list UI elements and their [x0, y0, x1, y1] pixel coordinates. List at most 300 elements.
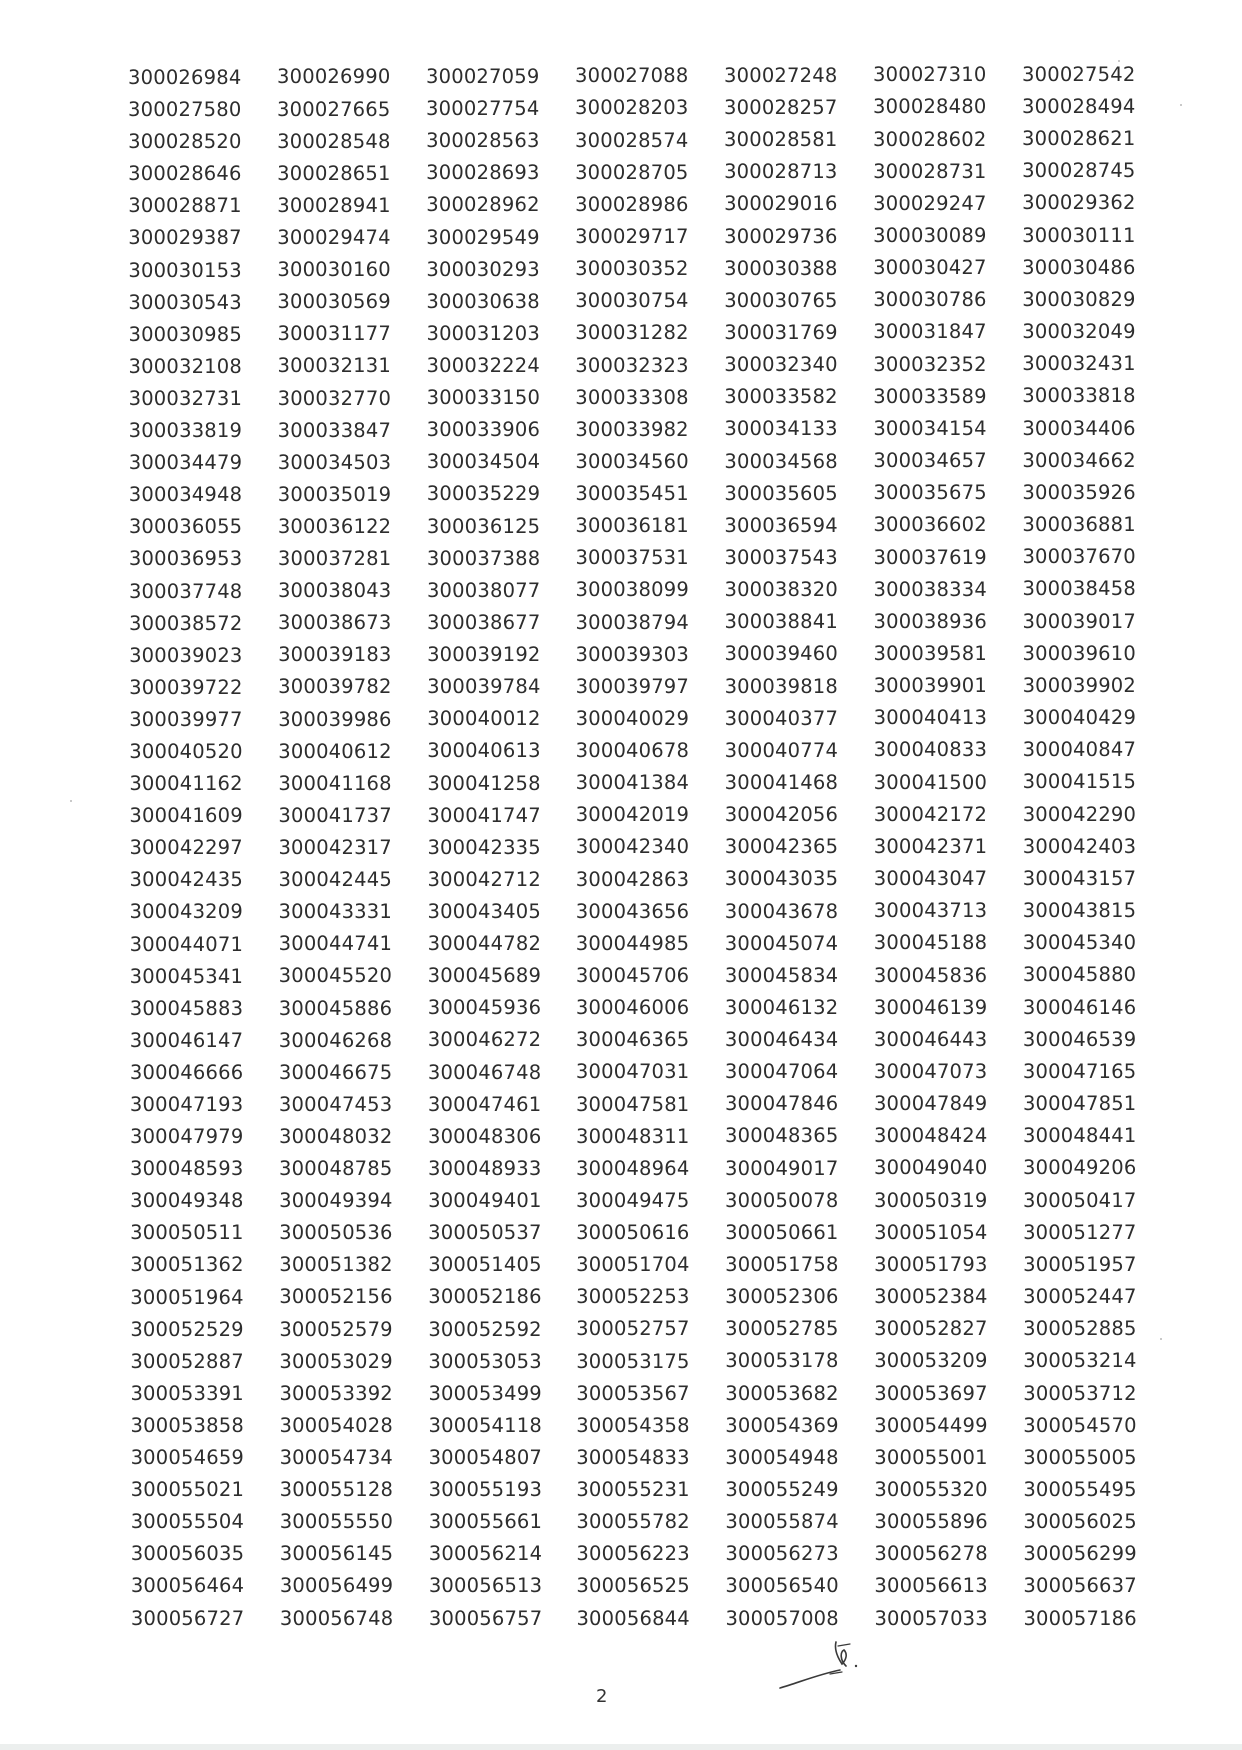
- table-cell: 300033906: [426, 418, 541, 442]
- scan-edge: [0, 1744, 1242, 1750]
- table-cell: 300030293: [426, 257, 540, 281]
- table-cell: 300053858: [130, 1413, 244, 1437]
- table-cell: 300028651: [277, 161, 391, 185]
- table-cell: 300054028: [279, 1413, 393, 1437]
- table-cell: 300045706: [575, 964, 690, 987]
- table-cell: 300048785: [279, 1157, 393, 1181]
- table-cell: 300045886: [278, 996, 393, 1020]
- table-cell: 300040612: [278, 739, 392, 763]
- table-row: [0, 772, 1242, 804]
- table-cell: 300044071: [129, 932, 244, 956]
- table-cell: 300056513: [428, 1574, 543, 1598]
- table-cell: 300039977: [129, 707, 243, 731]
- table-cell: 300052447: [1023, 1285, 1137, 1309]
- table-cell: 300053175: [576, 1349, 690, 1373]
- table-row: [0, 1125, 1242, 1157]
- table-cell: 300027665: [277, 97, 391, 121]
- table-cell: 300027310: [873, 63, 987, 87]
- table-cell: 300047979: [129, 1125, 244, 1149]
- signature-mark: [770, 1630, 880, 1710]
- table-cell: 300033150: [426, 386, 541, 410]
- table-row: [0, 577, 1242, 612]
- table-cell: 300040833: [873, 738, 988, 762]
- table-cell: 300054833: [576, 1445, 690, 1469]
- table-row: [0, 965, 1242, 997]
- table-cell: 300038458: [1022, 577, 1136, 601]
- table-cell: 300039722: [129, 675, 243, 699]
- table-cell: 300046139: [873, 995, 988, 1019]
- table-cell: 300032049: [1022, 320, 1136, 344]
- table-cell: 300027754: [426, 97, 540, 121]
- table-cell: 300028257: [724, 95, 838, 119]
- table-cell: 300034948: [128, 483, 243, 507]
- table-row: [0, 1318, 1242, 1350]
- table-cell: 300042435: [129, 868, 243, 892]
- table-cell: 300043678: [724, 899, 839, 923]
- table-cell: 300055550: [279, 1510, 394, 1534]
- table-cell: 300031203: [426, 321, 540, 345]
- table-cell: 300049401: [428, 1189, 542, 1213]
- table-cell: 300034133: [724, 417, 838, 441]
- table-cell: 300047193: [129, 1093, 244, 1116]
- table-cell: 300055504: [130, 1510, 245, 1534]
- table-cell: 300029362: [1022, 191, 1136, 215]
- table-cell: 300046132: [724, 995, 839, 1019]
- table-row: [0, 320, 1242, 355]
- table-cell: 300036181: [575, 514, 689, 538]
- table-cell: 300033582: [724, 385, 838, 409]
- table-cell: 300033308: [575, 385, 689, 409]
- table-cell: 300056025: [1023, 1510, 1137, 1534]
- table-cell: 300028646: [128, 162, 242, 186]
- table-cell: 300034568: [724, 449, 838, 473]
- table-cell: 300055495: [1023, 1478, 1137, 1501]
- table-cell: 300048311: [575, 1124, 690, 1148]
- table-cell: 300046539: [1022, 1027, 1137, 1051]
- table-row: [0, 255, 1242, 291]
- table-cell: 300026984: [128, 66, 242, 89]
- table-row: [0, 384, 1242, 419]
- table-cell: 300032131: [277, 354, 391, 378]
- table-cell: 300028986: [575, 192, 689, 216]
- table-cell: 300053178: [725, 1349, 839, 1373]
- table-cell: 300056637: [1023, 1574, 1137, 1598]
- table-cell: 300054118: [428, 1413, 542, 1437]
- table-row: [0, 94, 1242, 130]
- table-cell: 300044782: [427, 932, 542, 956]
- table-cell: 300034503: [277, 450, 392, 474]
- table-cell: 300046272: [427, 1028, 542, 1052]
- table-cell: 300041515: [1022, 770, 1137, 794]
- table-cell: 300032770: [277, 386, 392, 410]
- table-cell: 300029474: [277, 225, 391, 249]
- table-cell: 300057008: [725, 1606, 839, 1630]
- table-cell: 300038043: [277, 579, 392, 603]
- table-cell: 300051704: [576, 1253, 690, 1277]
- table-cell: 300047851: [1022, 1092, 1137, 1115]
- table-cell: 300046147: [129, 1028, 244, 1052]
- table-cell: 300032340: [724, 353, 838, 377]
- table-cell: 300053214: [1023, 1349, 1137, 1373]
- table-row: [0, 868, 1242, 900]
- table-cell: 300056757: [428, 1606, 543, 1630]
- table-cell: 300056499: [279, 1574, 394, 1598]
- table-cell: 300042445: [278, 868, 392, 892]
- table-cell: 300038677: [427, 610, 541, 634]
- table-cell: 300054570: [1023, 1413, 1137, 1437]
- table-cell: 300048032: [278, 1124, 393, 1148]
- table-cell: 300040413: [873, 706, 988, 730]
- table-cell: 300050511: [130, 1221, 244, 1245]
- table-row: [0, 1446, 1242, 1478]
- table-cell: 300029717: [575, 225, 689, 248]
- table-cell: 300032224: [426, 353, 540, 377]
- table-cell: 300041500: [873, 770, 988, 794]
- table-cell: 300041737: [278, 803, 392, 827]
- table-cell: 300039610: [1022, 641, 1136, 665]
- table-cell: 300028563: [426, 129, 540, 153]
- table-cell: 300053712: [1023, 1381, 1137, 1405]
- table-cell: 300055661: [428, 1510, 543, 1534]
- table-cell: 300050078: [725, 1188, 839, 1212]
- table-cell: 300045341: [129, 964, 244, 988]
- table-cell: 300035605: [724, 481, 838, 505]
- table-cell: 300042340: [575, 835, 690, 859]
- table-cell: 300029549: [426, 225, 540, 249]
- table-cell: 300046006: [575, 996, 690, 1020]
- table-cell: 300028574: [575, 128, 689, 152]
- table-cell: 300031847: [873, 320, 987, 344]
- table-row: [0, 515, 1242, 547]
- table-cell: 300039797: [575, 674, 690, 698]
- table-cell: 300047064: [724, 1060, 839, 1084]
- table-cell: 300048424: [873, 1124, 988, 1148]
- table-cell: 300056214: [428, 1542, 543, 1566]
- table-cell: 300034479: [128, 451, 243, 475]
- table-cell: 300028941: [277, 193, 391, 217]
- table-cell: 300041468: [724, 770, 839, 794]
- table-cell: 300028713: [724, 160, 838, 184]
- table-cell: 300039986: [278, 707, 392, 731]
- table-cell: 300053392: [279, 1381, 393, 1405]
- table-cell: 300040613: [427, 739, 541, 763]
- table-cell: 300034657: [873, 449, 987, 473]
- table-cell: 300052306: [725, 1285, 839, 1309]
- table-cell: 300038936: [873, 609, 987, 633]
- table-cell: 300032731: [128, 386, 243, 410]
- table-cell: 300036594: [724, 513, 838, 537]
- table-cell: 300046666: [129, 1060, 244, 1084]
- table-row: [0, 1510, 1242, 1542]
- table-cell: 300045074: [724, 931, 839, 955]
- table-cell: 300056727: [130, 1606, 245, 1630]
- table-cell: 300054948: [725, 1445, 839, 1469]
- table-cell: 300047581: [575, 1092, 690, 1116]
- table-cell: 300039460: [724, 642, 838, 666]
- table-cell: 300037670: [1022, 545, 1136, 569]
- table-cell: 300030754: [575, 289, 689, 313]
- table-cell: 300052186: [428, 1285, 542, 1309]
- table-cell: 300030153: [128, 258, 242, 282]
- table-cell: 300054369: [725, 1413, 839, 1437]
- table-cell: 300031282: [575, 321, 689, 345]
- table-cell: 300029387: [128, 226, 242, 250]
- table-cell: 300051277: [1023, 1220, 1137, 1244]
- table-cell: 300053682: [725, 1381, 839, 1405]
- scan-speck: [1118, 60, 1120, 62]
- table-cell: 300054659: [130, 1446, 245, 1470]
- table-cell: 300040520: [129, 739, 243, 763]
- table-cell: 300028705: [575, 160, 689, 184]
- table-cell: 300052885: [1023, 1317, 1137, 1341]
- table-cell: 300055001: [874, 1445, 988, 1469]
- table-cell: 300046146: [1022, 995, 1137, 1019]
- table-row: [0, 127, 1242, 162]
- table-cell: 300034504: [426, 450, 541, 474]
- table-cell: 300039017: [1022, 609, 1136, 633]
- table-cell: 300041747: [427, 803, 541, 827]
- table-cell: 300030786: [873, 288, 987, 312]
- table-cell: 300045834: [724, 963, 839, 987]
- table-cell: 300043331: [278, 900, 393, 924]
- table-cell: 300043157: [1022, 866, 1137, 890]
- table-cell: 300052579: [279, 1317, 393, 1341]
- scan-speck: [70, 800, 72, 802]
- table-cell: 300028621: [1022, 127, 1136, 151]
- table-cell: 300049040: [874, 1156, 988, 1180]
- table-cell: 300053029: [279, 1349, 393, 1373]
- table-row: [0, 1029, 1242, 1061]
- table-cell: 300041384: [575, 771, 690, 795]
- table-cell: 300030388: [724, 256, 838, 280]
- table-cell: 300045689: [427, 964, 542, 988]
- table-cell: 300040012: [427, 707, 541, 731]
- table-cell: 300037281: [277, 547, 392, 571]
- table-row: [0, 1414, 1242, 1446]
- table-row: [0, 191, 1242, 226]
- table-cell: 300045836: [873, 963, 988, 987]
- table-cell: 300037748: [128, 579, 243, 603]
- table-cell: 300036055: [128, 515, 243, 539]
- scan-speck: [1160, 1338, 1162, 1340]
- table-row: [0, 1189, 1242, 1221]
- table-cell: 300056278: [874, 1542, 988, 1566]
- table-cell: 300028731: [873, 159, 987, 183]
- table-cell: 300056613: [874, 1574, 988, 1598]
- table-cell: 300051964: [130, 1285, 244, 1309]
- table-cell: 300052156: [279, 1285, 393, 1309]
- table-cell: 300050319: [874, 1188, 988, 1212]
- table-cell: 300050616: [576, 1221, 690, 1245]
- table-cell: 300055782: [576, 1510, 690, 1534]
- table-row: [0, 933, 1242, 965]
- table-cell: 300056540: [725, 1574, 839, 1598]
- table-row: [0, 62, 1242, 98]
- table-cell: 300030160: [277, 258, 391, 282]
- table-cell: 300028581: [724, 128, 838, 152]
- table-cell: 300055128: [279, 1478, 394, 1502]
- table-cell: 300042712: [427, 867, 541, 891]
- table-row: [0, 448, 1242, 483]
- table-row: [0, 1093, 1242, 1125]
- table-cell: 300036602: [873, 513, 987, 537]
- table-cell: 300052827: [874, 1317, 988, 1341]
- table-cell: 300045340: [1022, 931, 1137, 955]
- table-cell: 300047453: [278, 1092, 393, 1116]
- table-cell: 300039581: [873, 642, 987, 666]
- table-cell: 300037531: [575, 546, 689, 570]
- table-cell: 300046748: [427, 1060, 542, 1084]
- table-row: [0, 352, 1242, 387]
- table-row: [0, 416, 1242, 451]
- table-cell: 300051054: [874, 1220, 988, 1244]
- table-cell: 300042371: [873, 834, 988, 858]
- table-cell: 300038572: [129, 611, 243, 635]
- table-cell: 300056464: [130, 1574, 245, 1598]
- table-cell: 300029016: [724, 192, 838, 216]
- table-cell: 300048306: [427, 1124, 542, 1148]
- table-cell: 300046434: [724, 1028, 839, 1052]
- table-cell: 300056223: [576, 1542, 690, 1566]
- table-cell: 300027088: [575, 64, 689, 88]
- table-cell: 300030543: [128, 290, 242, 314]
- table-cell: 300045188: [873, 931, 988, 955]
- table-cell: 300053567: [576, 1381, 690, 1405]
- table-cell: 300054499: [874, 1413, 988, 1437]
- table-cell: 300038841: [724, 610, 838, 634]
- table-cell: 300035451: [575, 482, 689, 506]
- table-cell: 300047849: [873, 1092, 988, 1116]
- table-cell: 300051362: [130, 1253, 244, 1277]
- table-row: [0, 287, 1242, 323]
- table-cell: 300033818: [1022, 384, 1136, 408]
- table-row: [0, 836, 1242, 868]
- table-cell: 300046268: [278, 1028, 393, 1052]
- table-cell: 300041609: [129, 804, 243, 828]
- table-cell: 300050661: [725, 1220, 839, 1244]
- table-cell: 300028548: [277, 129, 391, 153]
- table-cell: 300028494: [1022, 94, 1136, 118]
- table-cell: 300053209: [874, 1349, 988, 1373]
- table-cell: 300043656: [575, 899, 690, 923]
- table-cell: 300040029: [575, 706, 690, 730]
- table-cell: 300051382: [279, 1253, 393, 1277]
- table-cell: 300033589: [873, 384, 987, 408]
- table-cell: 300028203: [575, 96, 689, 120]
- table-cell: 300030985: [128, 322, 242, 346]
- table-cell: 300040429: [1022, 706, 1137, 730]
- table-cell: 300042317: [278, 836, 392, 859]
- table-cell: 300049475: [576, 1188, 690, 1212]
- table-cell: 300038334: [873, 577, 987, 601]
- table-cell: 300049017: [725, 1156, 839, 1180]
- table-cell: 300051793: [874, 1252, 988, 1276]
- table-cell: 300033847: [277, 418, 392, 442]
- table-cell: 300043047: [873, 867, 988, 891]
- table-cell: 300029247: [873, 191, 987, 215]
- table-cell: 300049206: [1023, 1156, 1137, 1180]
- table-cell: 300042863: [575, 867, 690, 891]
- table-cell: 300034560: [575, 449, 689, 473]
- table-cell: 300046675: [278, 1060, 393, 1084]
- table-cell: 300042019: [575, 803, 690, 827]
- table-cell: 300055193: [428, 1478, 543, 1502]
- table-cell: 300039818: [724, 674, 839, 698]
- table-cell: 300043405: [427, 899, 542, 923]
- table-cell: 300051957: [1023, 1252, 1137, 1276]
- table-cell: 300034662: [1022, 448, 1136, 472]
- table-cell: 300041162: [129, 772, 243, 796]
- table-cell: 300033819: [128, 419, 243, 443]
- table-row: [0, 1574, 1242, 1606]
- table-row: [0, 1253, 1242, 1285]
- table-cell: 300036953: [128, 547, 243, 571]
- table-cell: 300055005: [1023, 1445, 1137, 1469]
- table-cell: 300056273: [725, 1542, 839, 1566]
- table-cell: 300039192: [427, 643, 541, 667]
- table-cell: 300040847: [1022, 738, 1137, 762]
- page-number: 2: [596, 1686, 608, 1707]
- table-row: [0, 708, 1242, 740]
- table-cell: 300039183: [278, 643, 392, 667]
- table-cell: 300055021: [130, 1478, 245, 1502]
- table-row: [0, 673, 1242, 708]
- table-cell: 300028520: [128, 130, 242, 154]
- table-cell: 300026990: [277, 65, 391, 89]
- table-cell: 300043035: [724, 867, 839, 891]
- table-cell: 300028962: [426, 193, 540, 217]
- table-cell: 300049348: [130, 1189, 244, 1213]
- table-cell: 300032431: [1022, 352, 1136, 376]
- table-cell: 300028745: [1022, 159, 1136, 183]
- table-cell: 300042290: [1022, 802, 1137, 826]
- table-row: [0, 1061, 1242, 1093]
- table-cell: 300056844: [576, 1606, 690, 1630]
- table-cell: 300030829: [1022, 287, 1136, 311]
- table-cell: 300038673: [278, 611, 392, 635]
- table-cell: 300039782: [278, 675, 392, 699]
- table-cell: 300053697: [874, 1381, 988, 1405]
- table-cell: 300042403: [1022, 834, 1137, 858]
- table-cell: 300045880: [1022, 963, 1137, 987]
- table-cell: 300036881: [1022, 513, 1136, 537]
- table-cell: 300055874: [725, 1510, 839, 1534]
- table-cell: 300038320: [724, 578, 838, 602]
- table-cell: 300027542: [1022, 62, 1136, 86]
- table-cell: 300056299: [1023, 1542, 1137, 1566]
- table-cell: 300043209: [129, 900, 244, 924]
- table-cell: 300054358: [576, 1413, 690, 1437]
- table-cell: 300035229: [426, 482, 541, 506]
- table-row: [0, 480, 1242, 515]
- number-list: [0, 62, 1242, 1639]
- table-cell: 300039901: [873, 674, 988, 698]
- table-cell: 300044741: [278, 932, 393, 956]
- table-cell: 300034406: [1022, 416, 1136, 440]
- table-cell: 300048933: [428, 1156, 542, 1180]
- table-row: [0, 1286, 1242, 1318]
- table-cell: 300043713: [873, 899, 988, 923]
- table-cell: 300052529: [130, 1317, 244, 1341]
- table-cell: 300039303: [575, 642, 689, 666]
- table-cell: 300057186: [1023, 1606, 1137, 1630]
- table-cell: 300046365: [575, 1028, 690, 1052]
- table-cell: 300053499: [428, 1381, 542, 1405]
- table-cell: 300052253: [576, 1285, 690, 1309]
- table-cell: 300036125: [426, 514, 541, 538]
- table-cell: 300051758: [725, 1253, 839, 1277]
- table-cell: 300041258: [427, 771, 541, 795]
